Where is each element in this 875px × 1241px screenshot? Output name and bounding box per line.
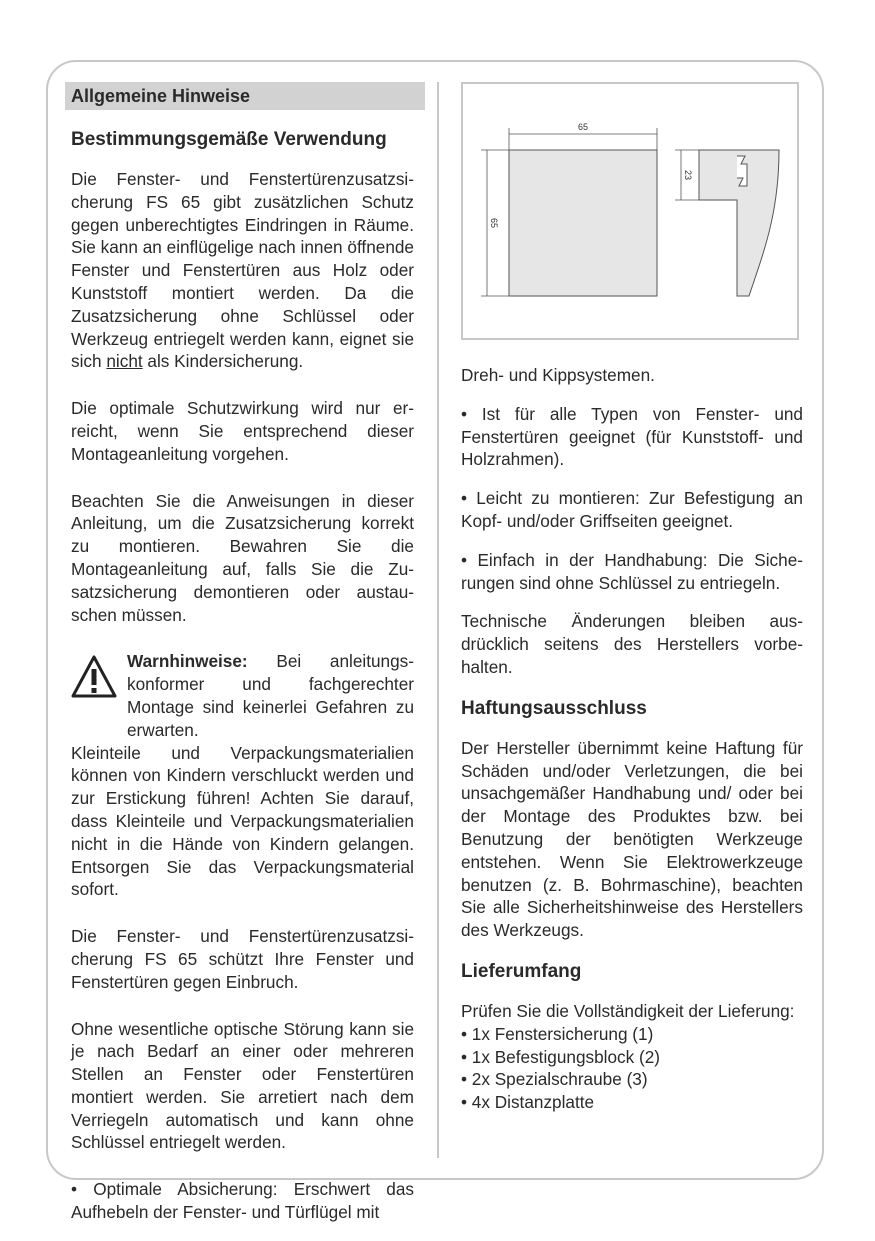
list-item: • 2x Spezialschraube (3) [461, 1069, 648, 1090]
paragraph-intro [71, 168, 414, 373]
bullet-easy-mounting: • Leicht zu montieren: Zur Befestigung an Kopf- und/oder Griffseiten geeignet. [461, 488, 803, 531]
paragraph-liability: Der Hersteller übernimmt keine Haftung für Schäden und/oder Verletzungen, die bei unsachgemäßer Handhabung und/ oder bei der Montage des Produktes bzw. bei Benutzung der benötigten Werkzeuge entstehen. Wenn Sie Elektrowerkzeuge benutzen (z. B. Bohrmaschine), beachten Sie alle Sicherheitshinweise des Herstellers des Werkzeugs. [461, 737, 803, 941]
list-item: • 1x Befestigungsblock (2) [461, 1046, 660, 1067]
warning-text: Kleinteile und Verpackungsmaterialien können von Kindern verschluckt werden und zur Erstickung führen! Achten Sie darauf, dass Kleinteile und Verpackungsmaterialien nicht in die Hände von Kindern gelangen. Entsorgen Sie das Verpackungsmaterial sofort. [71, 742, 414, 900]
warning-triangle-icon [71, 654, 117, 700]
paragraph-intro-text: Die Fenster- und Fenstertürenzusatzsicherung FS 65 gibt zusätzlichen Schutz gegen unberechtigtes Eindringen in Räume. Sie kann an einflügelige nach innen öffnende Fenster und Fenstertüren aus Holz oder Kunststoff montiert werden. Da die Zusatzsicherung ohne Schlüssel oder Werkzeug entriegelt werden kann, eignet sie sich [71, 169, 414, 372]
paragraph-mounting: Ohne wesentliche optische Störung kann sie je nach Bedarf an einer oder mehreren Stellen an Fenster oder Fenstertüren montiert werden. Sie arretiert nach dem Verriegeln automatisch und kann ohne Schlüssel entriegelt werden. [71, 1018, 414, 1153]
bullet-optimal-protection: • Optimale Absicherung: Erschwert das Aufhebeln der Fenster- und Türflügel mit [71, 1179, 414, 1223]
paragraph-tilt-systems: Dreh- und Kippsystemen. [461, 365, 655, 385]
delivery-list [461, 1023, 803, 1114]
paragraph-intro-end: als Kindersicherung. [142, 351, 304, 372]
paragraph-instructions: Beachten Sie die Anweisungen in dieser Anleitung, um die Zusatzsicherung korrekt zu montieren. Bewahren Sie die Montageanleitung auf, falls Sie die Zusatzsicherung demontieren oder austauschen müssen. [71, 490, 414, 625]
warning-lead [71, 650, 414, 741]
warning-lead-text: Bei anleitungskonformer und fachgerechter Montage sind keinerlei Gefahren zu erwarten. [127, 651, 414, 740]
underlined-nicht: nicht [106, 351, 143, 372]
technical-drawing [461, 82, 799, 340]
paragraph-technical-changes: Technische Änderungen bleiben ausdrücklich seitens des Herstellers vorbehalten. [461, 611, 803, 677]
bullet-easy-handling: • Einfach in der Handhabung: Die Sicherungen sind ohne Schlüssel zu entriegeln. [461, 549, 803, 593]
dim-height-label: 65 [489, 217, 499, 229]
warning-block [71, 650, 414, 901]
heading-intended-use: Bestimmungsgemäße Verwendung [71, 129, 387, 150]
dim-side-label: 23 [683, 169, 693, 181]
bullet-suitable-types: • Ist für alle Typen von Fenster- und Fenstertüren geeignet (für Kunststoff- und Holzrahmen). [461, 403, 803, 470]
heading-scope-of-delivery: Lieferumfang [461, 960, 582, 982]
warning-label: Warnhinweise: [127, 651, 248, 672]
heading-liability: Haftungsausschluss [461, 697, 647, 719]
list-item: • 1x Fenstersicherung (1) [461, 1023, 654, 1044]
paragraph-burglary: Die Fenster- und Fenstertürenzusatzsicherung FS 65 schützt Ihre Fenster und Fenstertüren gegen Einbruch. [71, 926, 414, 992]
list-item: • 4x Distanzplatte [461, 1092, 595, 1113]
column-divider [437, 82, 439, 1158]
right-column [461, 82, 803, 1114]
paragraph-protection: Die optimale Schutzwirkung wird nur erreicht, wenn Sie entsprechend dieser Montageanleitung vorgehen. [71, 398, 414, 464]
dimension-drawing [463, 84, 797, 338]
section-title: Allgemeine Hinweise [65, 82, 425, 110]
paragraph-check-delivery: Prüfen Sie die Vollständigkeit der Lieferung: [461, 1000, 795, 1021]
dim-width-label: 65 [577, 122, 589, 132]
left-column [71, 82, 414, 1224]
